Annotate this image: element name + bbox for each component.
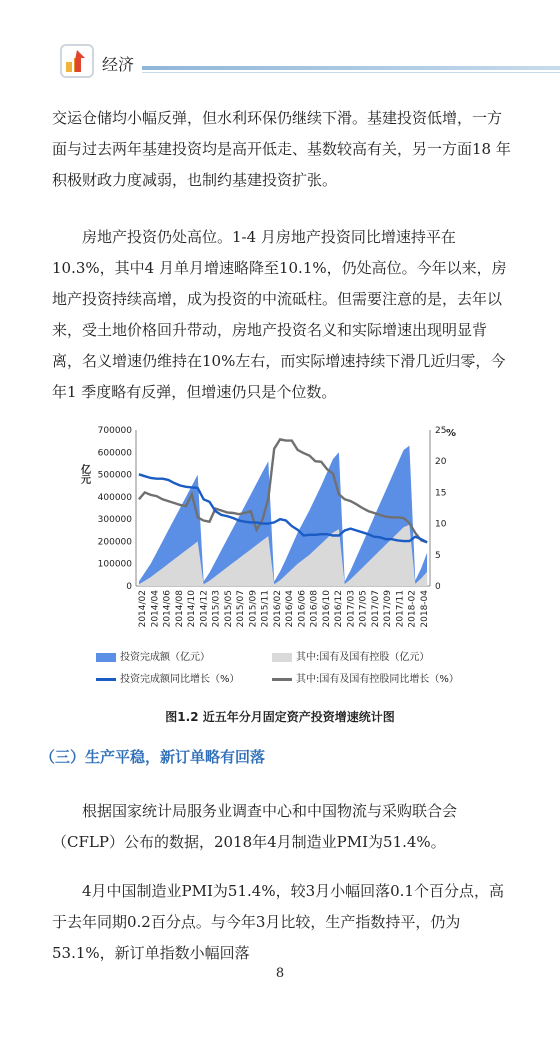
legend-swatch-state — [272, 653, 292, 662]
header-title: 经济 — [102, 55, 135, 74]
legend-growth — [96, 670, 240, 685]
legend-label-total: 投资完成额（亿元） — [120, 652, 210, 663]
legend-label-state-growth: 其中:国有及国有控股同比增长（%） — [296, 674, 459, 685]
x-tick-label: 2017/05 — [358, 590, 369, 628]
header-rule — [142, 66, 560, 70]
x-tick-label: 2017/09 — [383, 590, 394, 628]
x-tick-label: 2016/06 — [297, 590, 308, 628]
y-right-tick-label: 5 — [435, 550, 441, 561]
x-tick-label: 2016/10 — [321, 590, 332, 628]
y-left-tick-label: 500000 — [97, 470, 132, 481]
growth-arrow-icon — [64, 48, 90, 74]
legend-state — [272, 648, 429, 663]
x-tick-label: 2018-02 — [407, 590, 418, 628]
y-right-tick-label: 15 — [435, 488, 447, 499]
y-right-tick-label: 20 — [435, 457, 447, 468]
y-right-tick-label: 0 — [435, 582, 441, 592]
x-tick-label: 2017/11 — [395, 590, 406, 628]
x-tick-label: 2017/07 — [370, 590, 381, 628]
section-heading: （三）生产平稳，新订单略有回落 — [40, 748, 266, 766]
x-tick-label: 2014/02 — [138, 590, 149, 628]
y-right-axis-label: % — [446, 428, 457, 439]
paragraph-infrastructure: 交运仓储均小幅反弹，但水利环保仍继续下滑。基建投资低增，一方面与过去两年基建投资均是高开低走、基数较高有关，另一方面18 年积极财政力度减弱，也制约基建投资扩张。 — [52, 109, 511, 189]
y-left-tick-label: 600000 — [97, 448, 132, 459]
x-tick-label: 2014/04 — [150, 590, 161, 628]
x-tick-label: 2014/12 — [199, 590, 210, 628]
x-tick-label: 2014/10 — [187, 590, 198, 628]
y-left-tick-label: 200000 — [97, 537, 132, 548]
y-left-axis-label: 亿元 — [78, 464, 90, 484]
x-tick-label: 2015/07 — [236, 590, 247, 628]
legend-label-growth: 投资完成额同比增长（%） — [120, 674, 240, 685]
legend-total — [96, 648, 210, 663]
y-left-tick-label: 300000 — [97, 515, 132, 526]
page-header — [0, 0, 560, 90]
x-tick-label: 2016/08 — [309, 590, 320, 628]
paragraph-pmi-source: 根据国家统计局服务业调查中心和中国物流与采购联合会（CFLP）公布的数据，2018年4月制造业PMI为51.4%。 — [52, 802, 458, 851]
legend-swatch-state-growth — [272, 678, 292, 681]
y-right-tick-label: 10 — [435, 519, 447, 530]
x-tick-label: 2016/02 — [272, 590, 283, 628]
x-tick-label: 2014/06 — [162, 590, 173, 628]
paragraph-real-estate: 房地产投资仍处高位。1-4 月房地产投资同比增速持平在10.3%，其中4 月单月增速略降至10.1%，仍处高位。今年以来，房地产投资持续高增，成为投资的中流砥柱。但需要注意的是，去年以来，受土地价格回升带动，房地产投资名义和实际增速出现明显背离，名义增速仍维持在10%左右，而实际增速持续下滑几近归零，今年1 季度略有反弹，但增速仍只是个位数。 — [52, 228, 507, 401]
y-right-tick-label: 25 — [435, 426, 447, 436]
x-tick-label: 2015/05 — [223, 590, 234, 628]
legend-swatch-total — [96, 653, 116, 662]
economy-logo — [60, 44, 94, 78]
header-rule-thin — [142, 72, 560, 73]
y-left-tick-label: 700000 — [97, 426, 132, 436]
legend-label-state: 其中:国有及国有控股（亿元） — [296, 652, 430, 663]
y-left-tick-label: 400000 — [97, 492, 132, 503]
legend-swatch-growth — [96, 678, 116, 681]
x-tick-label: 2015/11 — [260, 590, 271, 628]
x-tick-label: 2017/03 — [346, 590, 357, 628]
x-tick-label: 2015/09 — [248, 590, 259, 628]
y-left-tick-label: 0 — [126, 582, 132, 592]
x-tick-label: 2018-04 — [419, 590, 430, 628]
y-left-tick-label: 100000 — [97, 559, 132, 570]
legend-state-growth — [272, 670, 459, 685]
x-tick-label: 2014/08 — [174, 590, 185, 628]
figure-caption: 图1.2 近五年分月固定资产投资增速统计图 — [165, 710, 395, 724]
paragraph-pmi-detail: 4月中国制造业PMI为51.4%，较3月小幅回落0.1个百分点，高于去年同期0.2百分点。与今年3月比较，生产指数持平，仍为53.1%，新订单指数小幅回落 — [52, 882, 504, 962]
x-tick-label: 2016/04 — [285, 590, 296, 628]
x-tick-label: 2016/12 — [334, 590, 345, 628]
x-tick-label: 2015/03 — [211, 590, 222, 628]
page-number: 8 — [275, 966, 285, 981]
